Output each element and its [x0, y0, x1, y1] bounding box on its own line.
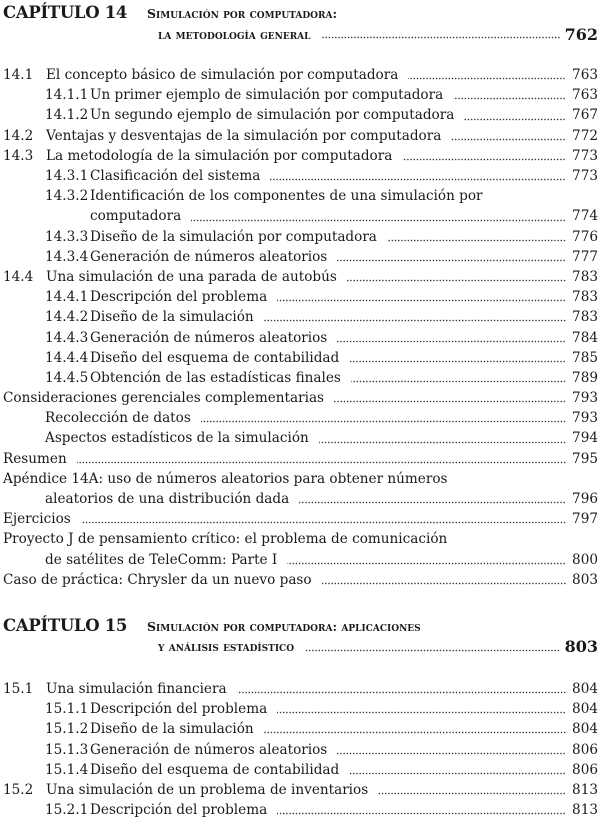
chapter-page-number: 762 [564, 24, 598, 44]
entry-page-number: 806 [572, 741, 598, 758]
entry-number: 14.1.1 [45, 87, 89, 104]
chapter-title-line2-row [158, 23, 598, 45]
chapter-title-line1: Simulación por computadora: [147, 6, 338, 21]
entry-page-number: 804 [572, 701, 598, 718]
leader-dots [387, 232, 566, 242]
chapter-heading [0, 614, 600, 658]
chapter-title-line2: la metodología general [158, 26, 311, 42]
entry-title: Diseño de la simulación [90, 721, 254, 738]
entry-number: 15.1.2 [45, 721, 89, 738]
toc-entry[interactable] [0, 65, 600, 85]
toc-entry[interactable] [0, 570, 600, 590]
toc-entry[interactable] [0, 166, 600, 186]
entry-number: 14.4.4 [45, 349, 89, 366]
leader-dots [277, 805, 566, 815]
leader-dots [237, 684, 566, 694]
leader-dots [191, 212, 566, 222]
toc-entry[interactable] [0, 85, 600, 105]
leader-dots [264, 312, 566, 322]
entry-page-number: 773 [572, 147, 598, 164]
chapter-title-line2-row [158, 636, 598, 658]
leader-dots [81, 514, 566, 524]
chapter-entries [0, 65, 600, 590]
toc-entry[interactable] [0, 529, 600, 549]
chapter-label: CAPÍTULO 15 [3, 615, 128, 635]
entry-page-number: 783 [572, 289, 598, 306]
chapter-title-line2: y análisis estadístico [158, 639, 295, 655]
entry-page-number: 795 [572, 450, 598, 467]
entry-page-number: 803 [572, 571, 598, 588]
entry-title: Diseño del esquema de contabilidad [90, 761, 340, 778]
entry-number: 14.4.3 [45, 329, 89, 346]
entry-page-number: 785 [572, 349, 598, 366]
leader-dots [402, 151, 566, 161]
entry-title: computadora [90, 208, 182, 225]
entry-page-number: 813 [572, 781, 598, 798]
toc-entry[interactable] [0, 388, 600, 408]
toc-entry[interactable] [0, 307, 600, 327]
toc-entry[interactable] [0, 699, 600, 719]
entry-page-number: 767 [572, 107, 598, 124]
leader-dots [334, 393, 566, 403]
leader-dots [351, 373, 566, 383]
toc-entry[interactable] [0, 679, 600, 699]
entry-title: Ventajas y desventajas de la simulación por computadora [46, 127, 442, 144]
entry-title: El concepto básico de simulación por computadora [46, 67, 399, 84]
leader-dots [453, 90, 566, 100]
entry-title: Clasificación del sistema [90, 168, 261, 185]
entry-number: 15.2 [3, 781, 34, 798]
entry-page-number: 789 [572, 369, 598, 386]
entry-page-number: 773 [572, 168, 598, 185]
toc-entry[interactable] [0, 469, 600, 489]
entry-title: Un segundo ejemplo de simulación por computadora [90, 107, 455, 124]
entry-page-number: 763 [572, 87, 598, 104]
toc-entry[interactable] [0, 760, 600, 780]
entry-number: 14.2 [3, 127, 34, 144]
leader-dots [337, 252, 566, 262]
entry-page-number: 783 [572, 268, 598, 285]
toc-entry[interactable] [0, 509, 600, 529]
toc-entry[interactable] [0, 780, 600, 800]
toc-entry[interactable] [0, 348, 600, 368]
toc-entry[interactable] [0, 449, 600, 469]
entry-page-number: 804 [572, 721, 598, 738]
entry-page-number: 776 [572, 228, 598, 245]
entry-title: Apéndice 14A: uso de números aleatorios para obtener números [3, 470, 448, 487]
leader-dots [337, 333, 566, 343]
entry-number: 14.3.4 [45, 248, 89, 265]
entry-number: 15.1.4 [45, 761, 89, 778]
toc-entry[interactable] [0, 227, 600, 247]
entry-page-number: 794 [572, 430, 598, 447]
toc-entry[interactable] [0, 739, 600, 759]
entry-page-number: 796 [572, 491, 598, 508]
entry-title: Diseño del esquema de contabilidad [90, 349, 340, 366]
entry-number: 14.3 [3, 147, 34, 164]
entry-number: 14.1.2 [45, 107, 89, 124]
toc-entry[interactable] [0, 126, 600, 146]
entry-title: Generación de números aleatorios [90, 329, 328, 346]
entry-title: Una simulación de una parada de autobús [46, 268, 337, 285]
toc-entry[interactable] [0, 800, 600, 820]
entry-page-number: 772 [572, 127, 598, 144]
entry-title: aleatorios de una distribución dada [45, 491, 290, 508]
leader-dots [349, 765, 566, 775]
entry-title: Proyecto J de pensamiento crítico: el problema de comunicación [3, 531, 448, 548]
leader-dots [270, 171, 566, 181]
entry-number: 15.1 [3, 680, 34, 697]
entry-page-number: 813 [572, 802, 598, 819]
entry-title: Descripción del problema [90, 289, 268, 306]
entry-page-number: 793 [572, 390, 598, 407]
entry-page-number: 800 [572, 551, 598, 568]
entry-title: Consideraciones gerenciales complementarias [3, 390, 325, 407]
chapter-title-line1: Simulación por computadora: aplicaciones [147, 618, 421, 634]
entry-number: 14.4.1 [45, 289, 89, 306]
entry-title: Una simulación financiera [46, 680, 227, 697]
entry-title: Resumen [3, 450, 67, 467]
entry-title: Obtención de las estadísticas finales [90, 369, 341, 386]
toc-entry[interactable] [0, 267, 600, 287]
leader-dots [321, 29, 561, 39]
chapter-label: CAPÍTULO 14 [3, 3, 128, 22]
entry-number: 14.4 [3, 268, 34, 285]
toc-entry[interactable] [0, 146, 600, 166]
toc-entry[interactable] [0, 489, 600, 509]
entry-number: 14.3.3 [45, 228, 89, 245]
toc-entry[interactable] [0, 287, 600, 307]
leader-dots [299, 494, 566, 504]
entry-page-number: 804 [572, 680, 598, 697]
entry-number: 14.1 [3, 67, 34, 84]
chapter-page-number: 803 [564, 637, 598, 657]
entry-title: Generación de números aleatorios [90, 741, 328, 758]
entry-title: Recolección de datos [45, 410, 191, 427]
entry-page-number: 806 [572, 761, 598, 778]
entry-number: 15.1.1 [45, 701, 89, 718]
toc-entry[interactable] [0, 428, 600, 448]
toc-entry[interactable] [0, 550, 600, 570]
entry-number: 14.4.2 [45, 309, 89, 326]
leader-dots [322, 575, 566, 585]
entry-title: Aspectos estadísticos de la simulación [45, 430, 309, 447]
entry-title: Una simulación de un problema de inventarios [46, 781, 369, 798]
leader-dots [277, 292, 566, 302]
entry-title: Caso de práctica: Chrysler da un nuevo paso [3, 571, 312, 588]
leader-dots [319, 434, 566, 444]
leader-dots [451, 131, 566, 141]
entry-title: Generación de números aleatorios [90, 248, 328, 265]
entry-number: 15.2.1 [45, 802, 89, 819]
entry-page-number: 797 [572, 511, 598, 528]
leader-dots [378, 785, 566, 795]
toc-entry[interactable] [0, 186, 600, 206]
leader-dots [464, 111, 566, 121]
leader-dots [287, 555, 566, 565]
leader-dots [408, 70, 566, 80]
entry-title: Descripción del problema [90, 802, 268, 819]
entry-page-number: 774 [572, 208, 598, 225]
chapter-entries [0, 679, 600, 820]
entry-page-number: 793 [572, 410, 598, 427]
chapter-heading [0, 1, 600, 45]
leader-dots [201, 413, 566, 423]
entry-title: Identificación de los componentes de una simulación por [90, 188, 483, 205]
leader-dots [347, 272, 566, 282]
toc-entry[interactable] [0, 327, 600, 347]
entry-number: 14.4.5 [45, 369, 89, 386]
leader-dots [77, 454, 566, 464]
entry-number: 15.1.3 [45, 741, 89, 758]
toc-entry[interactable] [0, 368, 600, 388]
leader-dots [304, 642, 560, 652]
entry-page-number: 777 [572, 248, 598, 265]
entry-title: de satélites de TeleComm: Parte I [45, 551, 278, 568]
toc-entry[interactable] [0, 408, 600, 428]
entry-title: Un primer ejemplo de simulación por computadora [90, 87, 444, 104]
entry-title: La metodología de la simulación por computadora [46, 147, 393, 164]
toc-entry[interactable] [0, 247, 600, 267]
toc-entry[interactable] [0, 206, 600, 226]
entry-page-number: 784 [572, 329, 598, 346]
toc-entry[interactable] [0, 105, 600, 125]
entry-title: Ejercicios [3, 511, 71, 528]
entry-number: 14.3.2 [45, 188, 89, 205]
leader-dots [277, 704, 566, 714]
leader-dots [349, 353, 566, 363]
entry-page-number: 763 [572, 67, 598, 84]
entry-title: Diseño de la simulación por computadora [90, 228, 377, 245]
entry-page-number: 783 [572, 309, 598, 326]
toc-entry[interactable] [0, 719, 600, 739]
leader-dots [337, 745, 566, 755]
entry-title: Descripción del problema [90, 701, 268, 718]
entry-title: Diseño de la simulación [90, 309, 254, 326]
entry-number: 14.3.1 [45, 168, 89, 185]
leader-dots [264, 724, 566, 734]
